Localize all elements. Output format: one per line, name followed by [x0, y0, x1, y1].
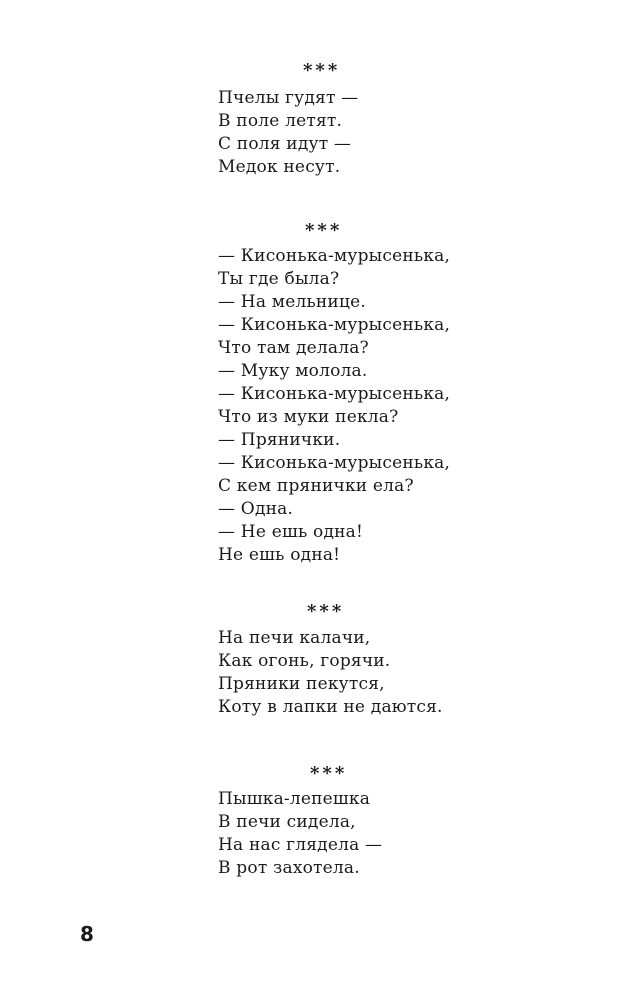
poem-line: Что там делала?: [218, 338, 369, 358]
poem-line: Пчелы гудят —: [218, 88, 359, 108]
page-number: 8: [80, 922, 94, 946]
poem-kisonka: [218, 245, 518, 567]
poem-separator: ***: [305, 220, 343, 241]
poem-line: — Кисонька-мурысенька,: [218, 246, 451, 266]
poem-line: Коту в лапки не даются.: [218, 697, 443, 717]
poem-separator: ***: [303, 60, 341, 81]
poem-line: В печи сидела,: [218, 812, 356, 832]
poem-bees: [218, 87, 518, 179]
poem-line: На печи калачи,: [218, 628, 371, 648]
poem-line: С кем прянички ела?: [218, 476, 414, 496]
poem-line: — Кисонька-мурысенька,: [218, 384, 451, 404]
poem-line: Медок несут.: [218, 157, 341, 177]
poem-line: — Кисонька-мурысенька,: [218, 453, 451, 473]
poem-line: В поле летят.: [218, 111, 343, 131]
poem-line: Не ешь одна!: [218, 545, 341, 565]
poem-line: — Кисонька-мурысенька,: [218, 315, 451, 335]
poem-line: С поля идут —: [218, 134, 352, 154]
poem-line: Пышка-лепешка: [218, 789, 371, 809]
poem-line: В рот захотела.: [218, 858, 360, 878]
poem-line: Ты где была?: [218, 269, 340, 289]
poem-separator: ***: [310, 763, 348, 784]
poem-line: — На мельнице.: [218, 292, 366, 312]
poem-line: — Одна.: [218, 499, 294, 519]
poem-line: — Не ешь одна!: [218, 522, 364, 542]
poem-line: Пряники пекутся,: [218, 674, 385, 694]
poem-pyshka: [218, 788, 518, 880]
poem-line: Как огонь, горячи.: [218, 651, 391, 671]
poem-line: — Муку молола.: [218, 361, 368, 381]
poem-separator: ***: [307, 601, 345, 622]
poem-line: Что из муки пекла?: [218, 407, 399, 427]
poem-line: На нас глядела —: [218, 835, 383, 855]
poem-line: — Прянички.: [218, 430, 341, 450]
poem-kalachi: [218, 627, 518, 719]
